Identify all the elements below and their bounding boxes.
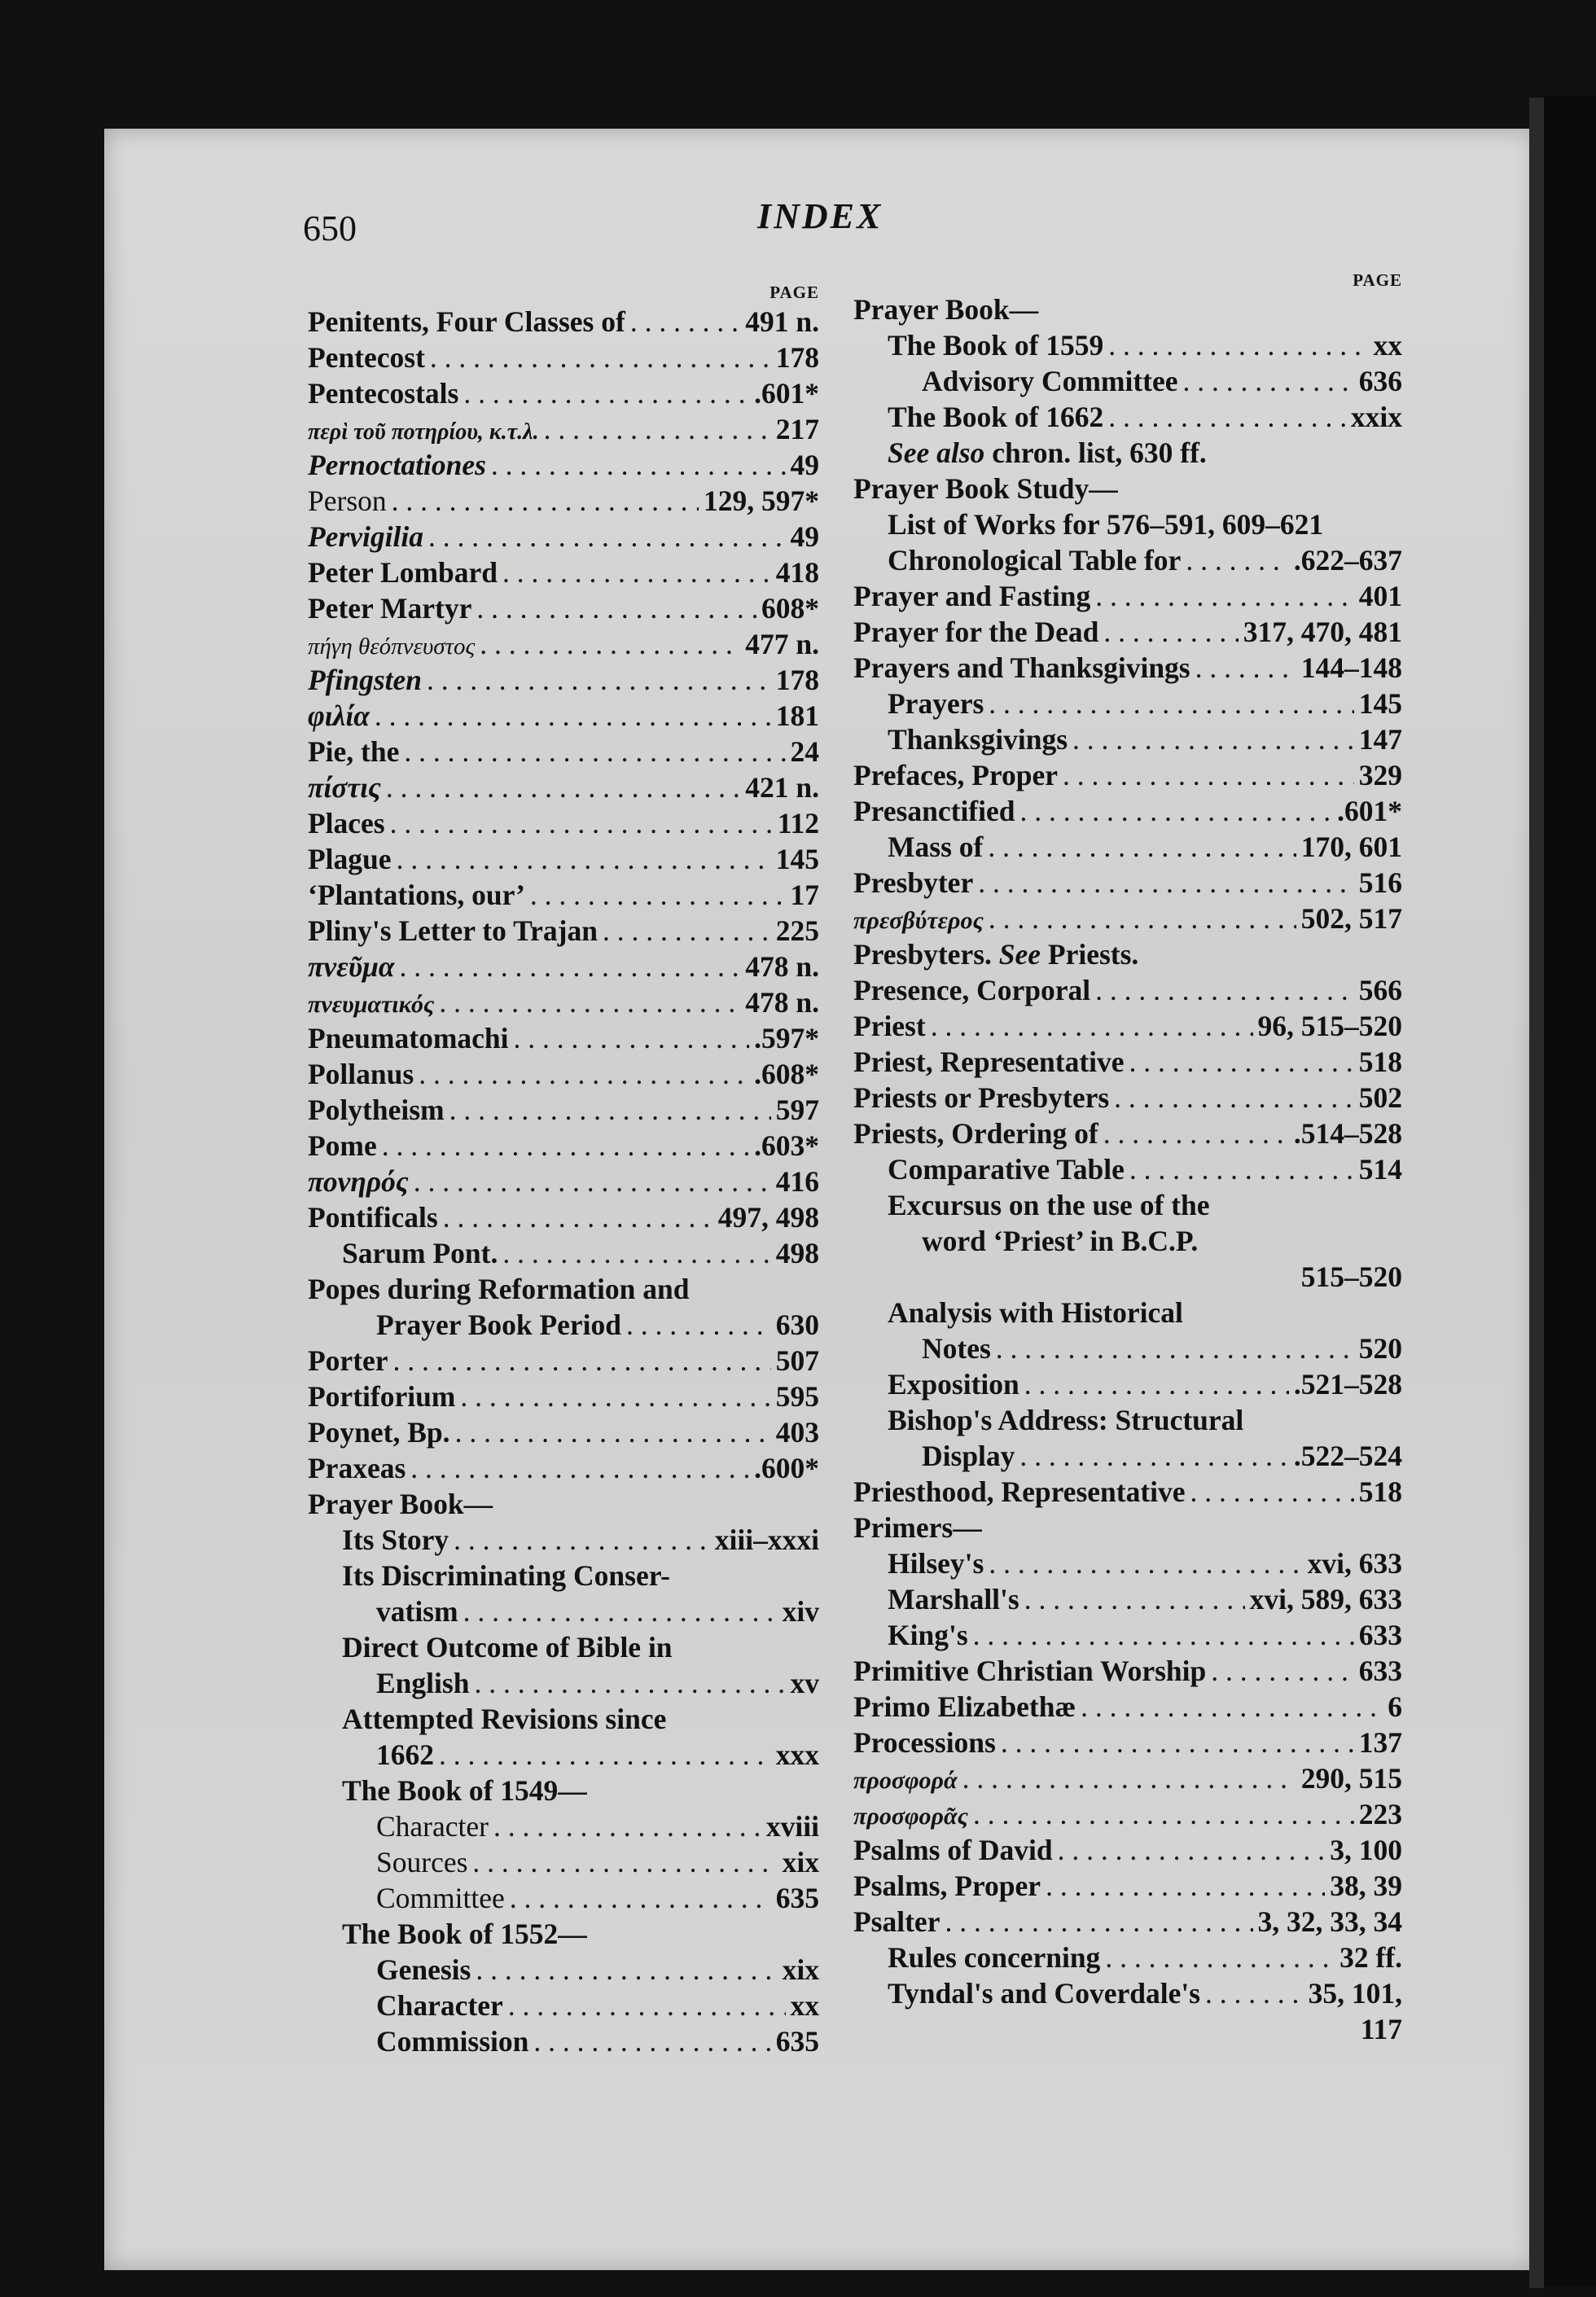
- entry-term: Presbyters.: [853, 938, 992, 971]
- entry-term: Prayer Book—: [853, 293, 1039, 326]
- entry-term: Portiforium: [308, 1380, 456, 1413]
- entry-page: .601*: [1337, 795, 1402, 827]
- entry-term: πρεσβύτερος: [853, 907, 984, 934]
- entry-term: Sources: [376, 1846, 468, 1878]
- entry-term: Priesthood, Representative: [853, 1475, 1186, 1508]
- entry-page: 635: [775, 2025, 819, 2058]
- entry-term: Psalter: [853, 1905, 940, 1938]
- entry-term: Polytheism: [308, 1094, 445, 1126]
- index-subentry: [853, 1402, 1402, 1438]
- index-entry: [308, 949, 819, 984]
- entry-term: Priest: [853, 1010, 926, 1042]
- entry-page: 597: [775, 1094, 819, 1126]
- entry-term: Prayers and Thanksgivings: [853, 651, 1190, 684]
- index-entry: [853, 793, 1402, 829]
- entry-page: 478 n.: [745, 986, 819, 1019]
- see-label: See: [998, 938, 1041, 971]
- index-entry: [853, 1116, 1402, 1151]
- entry-term: Prayer and Fasting: [853, 580, 1091, 612]
- entry-page: 290, 515: [1300, 1762, 1402, 1795]
- entry-page: xvi, 589, 633: [1249, 1583, 1402, 1615]
- entry-page: 514: [1358, 1153, 1402, 1186]
- entry-page: .622–637: [1293, 544, 1402, 576]
- entry-page: 507: [775, 1344, 819, 1377]
- entry-term: Psalms, Proper: [853, 1870, 1041, 1902]
- entry-page: xiii–xxxi: [714, 1523, 819, 1556]
- entry-page: 633: [1358, 1619, 1402, 1651]
- index-entry: [308, 483, 819, 519]
- index-subentry: [853, 1151, 1402, 1187]
- entry-term: 1662: [376, 1738, 434, 1771]
- entry-term: Pie, the: [308, 735, 400, 768]
- entry-page: 418: [775, 556, 819, 589]
- entry-term: Attempted Revisions since: [342, 1703, 667, 1735]
- index-subentry: [853, 1366, 1402, 1402]
- entry-page: 329: [1358, 759, 1402, 791]
- entry-term: vatism: [376, 1595, 458, 1628]
- index-subentry-continuation: [308, 1737, 819, 1773]
- running-head: INDEX: [757, 196, 884, 236]
- index-entry: [853, 1904, 1402, 1940]
- entry-term: Presanctified: [853, 795, 1015, 827]
- entry-term: Prayer Book Study—: [853, 472, 1118, 505]
- entry-page: 145: [1358, 687, 1402, 720]
- index-subentry: [308, 1916, 819, 1952]
- entry-term: Mass of: [888, 831, 984, 863]
- index-subentry: [853, 506, 1402, 542]
- entry-page: 35, 101,: [1308, 1977, 1402, 2010]
- index-subentry: [308, 1558, 819, 1593]
- index-subentry-continuation: [308, 1665, 819, 1701]
- index-entry: [308, 1092, 819, 1128]
- entry-page: .608*: [754, 1058, 819, 1090]
- book-spine: [1529, 98, 1544, 2288]
- entry-page: xviii: [765, 1810, 819, 1843]
- index-entry: [853, 757, 1402, 793]
- index-subentry: [853, 1617, 1402, 1653]
- page-column-label: PAGE: [770, 283, 819, 302]
- entry-page: .521–528: [1293, 1368, 1402, 1401]
- index-entry: [853, 292, 1402, 327]
- index-subentry: [308, 1629, 819, 1665]
- entry-term: Porter: [308, 1344, 388, 1377]
- entry-page: 217: [775, 413, 819, 445]
- index-subentry: [308, 1880, 819, 1916]
- entry-term: Psalms of David: [853, 1834, 1053, 1866]
- index-entry: [308, 304, 819, 340]
- index-subentry: [853, 721, 1402, 757]
- index-entry: [853, 650, 1402, 686]
- entry-page: 477 n.: [745, 628, 819, 660]
- entry-page: .600*: [754, 1452, 819, 1484]
- index-subentry: [308, 1522, 819, 1558]
- entry-term: Prayer for the Dead: [853, 616, 1099, 648]
- index-subentry: [853, 1940, 1402, 1975]
- index-subentry-continuation: [853, 1223, 1402, 1259]
- entry-page: 401: [1358, 580, 1402, 612]
- index-entry: [308, 913, 819, 949]
- entry-term: Priest, Representative: [853, 1045, 1125, 1078]
- entry-page: xv: [790, 1667, 819, 1699]
- entry-page: 520: [1358, 1332, 1402, 1365]
- entry-page: 38, 39: [1330, 1870, 1402, 1902]
- index-subentry: [308, 1988, 819, 2023]
- entry-term: word ‘Priest’ in B.C.P.: [922, 1225, 1199, 1257]
- entry-term: Pentecostals: [308, 377, 459, 410]
- entry-term: List of Works for 576–591, 609–621: [888, 508, 1324, 541]
- index-column-right: [853, 269, 1402, 2047]
- index-subentry: [308, 1235, 819, 1271]
- index-entry: [308, 519, 819, 555]
- entry-page: 498: [775, 1237, 819, 1269]
- entry-term: πήγη θεόπνευστος: [308, 633, 476, 660]
- entry-term: Excursus on the use of the: [888, 1189, 1210, 1221]
- index-subentry: [853, 686, 1402, 721]
- index-entry: [308, 1486, 819, 1522]
- index-entry: [308, 1164, 819, 1199]
- index-entry-continuation: [853, 2011, 1402, 2047]
- index-cross-reference: [853, 936, 1402, 972]
- index-subentry: [308, 2023, 819, 2059]
- entry-page: 502: [1358, 1081, 1402, 1114]
- entry-term: Comparative Table: [888, 1153, 1125, 1186]
- entry-page: 515–520: [1300, 1260, 1402, 1293]
- entry-term: Direct Outcome of Bible in: [342, 1631, 673, 1664]
- entry-page: 421 n.: [745, 771, 819, 804]
- entry-term: King's: [888, 1619, 968, 1651]
- entry-term: The Book of 1549—: [342, 1774, 587, 1807]
- entry-term: Chronological Table for: [888, 544, 1182, 576]
- entry-page: .514–528: [1293, 1117, 1402, 1150]
- index-entry: [853, 1796, 1402, 1832]
- entry-page: 178: [775, 664, 819, 696]
- index-subentry: [853, 363, 1402, 399]
- page-edge: [1544, 96, 1596, 2286]
- index-subentry: [853, 1295, 1402, 1330]
- index-entry: [308, 1128, 819, 1164]
- entry-page: xiv: [782, 1595, 819, 1628]
- entry-term: πίστις: [308, 771, 381, 804]
- entry-term: περὶ τοῦ ποτηρίου, κ.τ.λ.: [308, 419, 539, 445]
- entry-page: 317, 470, 481: [1243, 616, 1402, 648]
- entry-term: Character: [376, 1989, 503, 2022]
- entry-page: .597*: [754, 1022, 819, 1054]
- entry-term: Genesis: [376, 1953, 471, 1986]
- entry-page: xx: [1373, 329, 1402, 362]
- entry-page: 181: [775, 699, 819, 732]
- entry-page: xix: [782, 1953, 819, 1986]
- entry-term: Plague: [308, 843, 392, 875]
- index-cross-reference: [853, 435, 1402, 471]
- entry-page: 518: [1358, 1045, 1402, 1078]
- entry-page: 32 ff.: [1340, 1941, 1402, 1974]
- entry-term: προσφορά: [853, 1767, 958, 1794]
- index-entry: [308, 662, 819, 698]
- entry-term: Pentecost: [308, 341, 425, 374]
- entry-term: Marshall's: [888, 1583, 1019, 1615]
- entry-term: πονηρός: [308, 1165, 409, 1198]
- index-subentry: [853, 327, 1402, 363]
- index-subentry-continuation: [308, 1593, 819, 1629]
- entry-term: Rules concerning: [888, 1941, 1101, 1974]
- entry-term: Primitive Christian Worship: [853, 1655, 1207, 1687]
- index-subentry: [853, 1581, 1402, 1617]
- entry-term: Presbyter: [853, 866, 974, 899]
- entry-term: Peter Martyr: [308, 592, 472, 625]
- entry-page: xix: [782, 1846, 819, 1878]
- entry-term: Sarum Pont.: [342, 1237, 498, 1269]
- entry-term: Pfingsten: [308, 664, 423, 696]
- index-subentry: [853, 399, 1402, 435]
- index-entry: [853, 1868, 1402, 1904]
- entry-term: Thanksgivings: [888, 723, 1068, 756]
- entry-page: 595: [775, 1380, 819, 1413]
- index-entry: [308, 626, 819, 662]
- entry-term: Popes during Reformation and: [308, 1273, 690, 1305]
- index-entry: [308, 1020, 819, 1056]
- index-entry: [308, 1450, 819, 1486]
- entry-term: Presence, Corporal: [853, 974, 1091, 1006]
- index-subentry: [853, 1975, 1402, 2011]
- index-entry: [308, 1414, 819, 1450]
- entry-term: Character: [376, 1810, 489, 1843]
- index-entry: [308, 769, 819, 805]
- entry-term: The Book of 1552—: [342, 1918, 587, 1950]
- index-entry: [853, 1725, 1402, 1760]
- index-entry: [308, 590, 819, 626]
- entry-page: 566: [1358, 974, 1402, 1006]
- see-target: Priests.: [1047, 938, 1139, 971]
- entry-page: 635: [775, 1882, 819, 1914]
- entry-page: 129, 597*: [704, 484, 819, 517]
- index-entry: [853, 1044, 1402, 1080]
- entry-page: 636: [1358, 365, 1402, 397]
- entry-term: The Book of 1662: [888, 401, 1104, 433]
- index-entry: [308, 411, 819, 447]
- index-entry: [308, 698, 819, 734]
- entry-term: Its Story: [342, 1523, 449, 1556]
- index-entry: [308, 1199, 819, 1235]
- entry-page: 24: [790, 735, 819, 768]
- entry-page: 225: [775, 914, 819, 947]
- index-entry: [853, 1832, 1402, 1868]
- entry-term: Places: [308, 807, 385, 839]
- entry-term: Display: [922, 1440, 1015, 1472]
- entry-term: Primo Elizabethæ: [853, 1690, 1076, 1723]
- entry-page: 630: [775, 1309, 819, 1341]
- entry-page: .601*: [754, 377, 819, 410]
- entry-term: Committee: [376, 1882, 505, 1914]
- entry-page: 49: [790, 520, 819, 553]
- entry-term: Praxeas: [308, 1452, 406, 1484]
- index-entry: [308, 805, 819, 841]
- entry-page: xxix: [1350, 401, 1402, 433]
- entry-page: 491 n.: [745, 305, 819, 338]
- entry-term: Prayer Book Period: [376, 1309, 622, 1341]
- entry-term: πνεῦμα: [308, 950, 395, 983]
- entry-term: φιλία: [308, 699, 370, 732]
- index-entry: [853, 972, 1402, 1008]
- entry-term: Priests, Ordering of: [853, 1117, 1098, 1150]
- entry-page: 178: [775, 341, 819, 374]
- index-entry: [308, 841, 819, 877]
- entry-term: Hilsey's: [888, 1547, 984, 1580]
- entry-term: Prayer Book—: [308, 1488, 493, 1520]
- index-entry: [308, 734, 819, 769]
- index-entry: [853, 1474, 1402, 1510]
- index-subentry: [308, 1808, 819, 1844]
- entry-page: 96, 515–520: [1257, 1010, 1402, 1042]
- index-entry: [308, 375, 819, 411]
- entry-term: Prayers: [888, 687, 984, 720]
- entry-page: xx: [790, 1989, 819, 2022]
- entry-page: 144–148: [1300, 651, 1402, 684]
- page-number: 650: [303, 208, 357, 248]
- entry-page: 223: [1358, 1798, 1402, 1830]
- index-entry: [853, 1689, 1402, 1725]
- entry-term: ‘Plantations, our’: [308, 879, 525, 911]
- entry-term: Pervigilia: [308, 520, 423, 553]
- entry-term: Prefaces, Proper: [853, 759, 1059, 791]
- entry-page: 3, 32, 33, 34: [1257, 1905, 1402, 1938]
- index-entry: [853, 1653, 1402, 1689]
- entry-term: Peter Lombard: [308, 556, 498, 589]
- entry-page: 17: [790, 879, 819, 911]
- index-entry: [853, 471, 1402, 506]
- index-entry: [308, 555, 819, 590]
- index-subentry: [853, 829, 1402, 865]
- entry-term: προσφορᾶς: [853, 1803, 968, 1830]
- index-entry: [308, 984, 819, 1020]
- index-subentry-continuation: [853, 1259, 1402, 1295]
- index-entry: [853, 1008, 1402, 1044]
- index-column-left: [308, 281, 819, 2059]
- entry-term: Commission: [376, 2025, 529, 2058]
- page-column-label: PAGE: [1353, 270, 1402, 290]
- entry-term: Advisory Committee: [922, 365, 1178, 397]
- entry-term: Primers—: [853, 1511, 982, 1544]
- entry-page: 6: [1388, 1690, 1402, 1723]
- entry-page: 633: [1358, 1655, 1402, 1687]
- entry-page: 117: [1360, 2013, 1402, 2045]
- index-subentry: [853, 1545, 1402, 1581]
- entry-page: 170, 601: [1300, 831, 1402, 863]
- index-subentry: [308, 1701, 819, 1737]
- entry-term: Tyndal's and Coverdale's: [888, 1977, 1200, 2010]
- index-entry: [853, 1760, 1402, 1796]
- entry-term: Exposition: [888, 1368, 1019, 1401]
- entry-page: .522–524: [1293, 1440, 1402, 1472]
- entry-term: chron. list, 630 ff.: [992, 436, 1207, 469]
- entry-term: Bishop's Address: Structural: [888, 1404, 1244, 1436]
- entry-term: Pneumatomachi: [308, 1022, 509, 1054]
- index-entry: [308, 447, 819, 483]
- entry-term: Pome: [308, 1129, 377, 1162]
- index-entry: [308, 877, 819, 913]
- entry-term: Pollanus: [308, 1058, 414, 1090]
- index-entry: [853, 578, 1402, 614]
- entry-term: Its Discriminating Conser-: [342, 1559, 670, 1592]
- entry-term: Analysis with Historical: [888, 1296, 1183, 1329]
- entry-page: .603*: [754, 1129, 819, 1162]
- entry-page: 3, 100: [1330, 1834, 1402, 1866]
- entry-term: Processions: [853, 1726, 996, 1759]
- entry-page: 49: [790, 449, 819, 481]
- index-subentry-continuation: [853, 1330, 1402, 1366]
- index-subentry: [308, 1952, 819, 1988]
- see-also-label: See also: [888, 436, 985, 469]
- entry-term: Poynet, Bp.: [308, 1416, 450, 1449]
- index-entry: [853, 865, 1402, 901]
- entry-page: 137: [1358, 1726, 1402, 1759]
- entry-term: Pliny's Letter to Trajan: [308, 914, 598, 947]
- index-subentry: [308, 1844, 819, 1880]
- entry-term: Penitents, Four Classes of: [308, 305, 625, 338]
- index-entry: [308, 1056, 819, 1092]
- entry-term: πνευματικός: [308, 991, 435, 1018]
- index-entry: [853, 901, 1402, 936]
- entry-page: 478 n.: [745, 950, 819, 983]
- index-entry: [308, 340, 819, 375]
- entry-page: 516: [1358, 866, 1402, 899]
- entry-page: 608*: [761, 592, 819, 625]
- index-subentry-continuation: [853, 1438, 1402, 1474]
- entry-term: Pontificals: [308, 1201, 438, 1234]
- index-entry: [308, 1343, 819, 1379]
- index-subentry: [308, 1773, 819, 1808]
- entry-page: 112: [777, 807, 819, 839]
- entry-term: Person: [308, 484, 387, 517]
- entry-page: 416: [775, 1165, 819, 1198]
- index-entry: [853, 1080, 1402, 1116]
- entry-page: 497, 498: [717, 1201, 819, 1234]
- entry-page: xvi, 633: [1307, 1547, 1402, 1580]
- entry-term: Pernoctationes: [308, 449, 486, 481]
- entry-page: 518: [1358, 1475, 1402, 1508]
- index-entry: [853, 1510, 1402, 1545]
- index-entry: [308, 1271, 819, 1307]
- entry-term: Priests or Presbyters: [853, 1081, 1110, 1114]
- index-entry: [853, 614, 1402, 650]
- index-entry: [308, 1379, 819, 1414]
- index-entry-continuation: [308, 1307, 819, 1343]
- entry-term: English: [376, 1667, 470, 1699]
- entry-page: 502, 517: [1300, 902, 1402, 935]
- index-subentry: [853, 542, 1402, 578]
- entry-page: 403: [775, 1416, 819, 1449]
- index-subentry: [853, 1187, 1402, 1223]
- entry-term: Notes: [922, 1332, 991, 1365]
- entry-page: xxx: [775, 1738, 819, 1771]
- entry-page: 147: [1358, 723, 1402, 756]
- entry-page: 145: [775, 843, 819, 875]
- entry-term: The Book of 1559: [888, 329, 1104, 362]
